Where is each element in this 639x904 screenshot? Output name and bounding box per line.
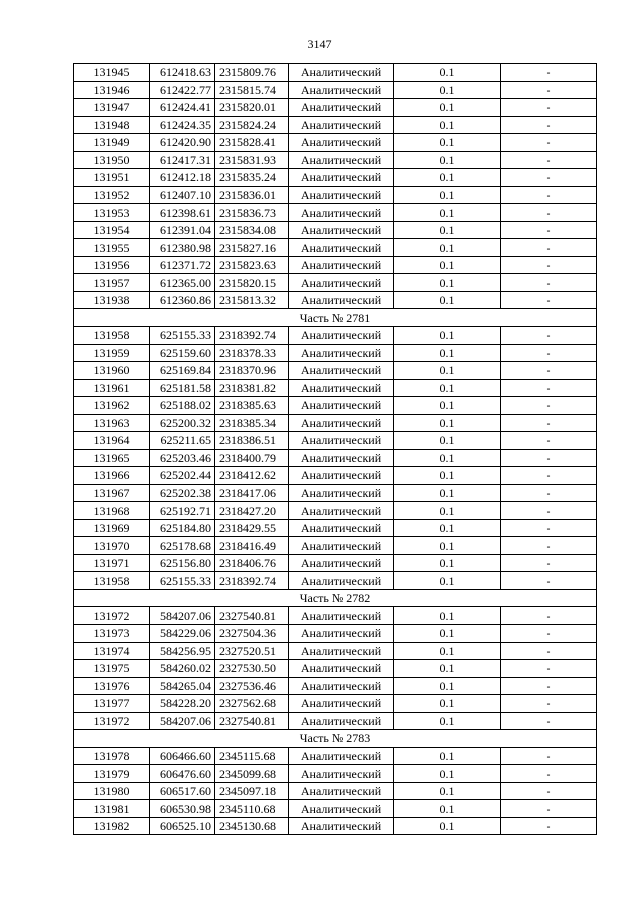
table-row: [74, 116, 597, 134]
point-number-cell: 131958: [74, 572, 150, 590]
y-coordinate-cell: 2318417.06: [215, 484, 289, 502]
y-coordinate-cell: 2345099.68: [215, 765, 289, 783]
y-coordinate-cell: 2315809.76: [215, 64, 289, 82]
point-number-cell: 131954: [74, 221, 150, 239]
method-cell: Аналитический: [289, 572, 394, 590]
table-row: [74, 660, 597, 678]
method-cell: Аналитический: [289, 362, 394, 380]
point-number-cell: 131961: [74, 379, 150, 397]
table-row: [74, 397, 597, 415]
point-number-cell: 131950: [74, 151, 150, 169]
point-number-cell: 131981: [74, 800, 150, 818]
point-number-cell: 131949: [74, 134, 150, 152]
y-coordinate-cell: 2315815.74: [215, 81, 289, 99]
x-coordinate-cell: 606517.60: [150, 782, 215, 800]
x-coordinate-cell: 612398.61: [150, 204, 215, 222]
note-cell: -: [501, 607, 597, 625]
y-coordinate-cell: 2318412.62: [215, 467, 289, 485]
table-row: [74, 747, 597, 765]
x-coordinate-cell: 625188.02: [150, 397, 215, 415]
note-cell: -: [501, 116, 597, 134]
point-number-cell: 131938: [74, 291, 150, 309]
y-coordinate-cell: 2318378.33: [215, 344, 289, 362]
note-cell: -: [501, 502, 597, 520]
method-cell: Аналитический: [289, 467, 394, 485]
precision-cell: 0.1: [394, 765, 501, 783]
note-cell: -: [501, 379, 597, 397]
precision-cell: 0.1: [394, 414, 501, 432]
note-cell: -: [501, 291, 597, 309]
x-coordinate-cell: 625159.60: [150, 344, 215, 362]
note-cell: -: [501, 169, 597, 187]
y-coordinate-cell: 2318392.74: [215, 572, 289, 590]
point-number-cell: 131962: [74, 397, 150, 415]
note-cell: -: [501, 695, 597, 713]
note-cell: -: [501, 344, 597, 362]
note-cell: -: [501, 362, 597, 380]
method-cell: Аналитический: [289, 116, 394, 134]
x-coordinate-cell: 612420.90: [150, 134, 215, 152]
y-coordinate-cell: 2315820.01: [215, 99, 289, 117]
table-row: [74, 712, 597, 730]
method-cell: Аналитический: [289, 239, 394, 257]
method-cell: Аналитический: [289, 747, 394, 765]
table-row: [74, 432, 597, 450]
method-cell: Аналитический: [289, 414, 394, 432]
y-coordinate-cell: 2327504.36: [215, 625, 289, 643]
note-cell: -: [501, 625, 597, 643]
section-header-row: [74, 730, 597, 748]
table-row: [74, 344, 597, 362]
table-row: [74, 467, 597, 485]
x-coordinate-cell: 612422.77: [150, 81, 215, 99]
x-coordinate-cell: 625184.80: [150, 519, 215, 537]
x-coordinate-cell: 612417.31: [150, 151, 215, 169]
point-number-cell: 131968: [74, 502, 150, 520]
method-cell: Аналитический: [289, 397, 394, 415]
note-cell: -: [501, 642, 597, 660]
precision-cell: 0.1: [394, 379, 501, 397]
x-coordinate-cell: 625192.71: [150, 502, 215, 520]
note-cell: -: [501, 484, 597, 502]
x-coordinate-cell: 612407.10: [150, 186, 215, 204]
precision-cell: 0.1: [394, 116, 501, 134]
y-coordinate-cell: 2318416.49: [215, 537, 289, 555]
precision-cell: 0.1: [394, 607, 501, 625]
point-number-cell: 131960: [74, 362, 150, 380]
precision-cell: 0.1: [394, 64, 501, 82]
table-row: [74, 625, 597, 643]
precision-cell: 0.1: [394, 256, 501, 274]
precision-cell: 0.1: [394, 660, 501, 678]
note-cell: -: [501, 239, 597, 257]
y-coordinate-cell: 2318381.82: [215, 379, 289, 397]
precision-cell: 0.1: [394, 502, 501, 520]
note-cell: -: [501, 81, 597, 99]
x-coordinate-cell: 612412.18: [150, 169, 215, 187]
x-coordinate-cell: 612391.04: [150, 221, 215, 239]
precision-cell: 0.1: [394, 221, 501, 239]
note-cell: -: [501, 712, 597, 730]
x-coordinate-cell: 584265.04: [150, 677, 215, 695]
note-cell: -: [501, 747, 597, 765]
method-cell: Аналитический: [289, 817, 394, 835]
table-row: [74, 607, 597, 625]
precision-cell: 0.1: [394, 362, 501, 380]
table-row: [74, 274, 597, 292]
x-coordinate-cell: 625203.46: [150, 449, 215, 467]
method-cell: Аналитический: [289, 695, 394, 713]
table-row: [74, 484, 597, 502]
y-coordinate-cell: 2318406.76: [215, 554, 289, 572]
x-coordinate-cell: 625156.80: [150, 554, 215, 572]
method-cell: Аналитический: [289, 712, 394, 730]
point-number-cell: 131952: [74, 186, 150, 204]
point-number-cell: 131978: [74, 747, 150, 765]
precision-cell: 0.1: [394, 537, 501, 555]
y-coordinate-cell: 2315824.24: [215, 116, 289, 134]
point-number-cell: 131972: [74, 607, 150, 625]
note-cell: -: [501, 765, 597, 783]
point-number-cell: 131982: [74, 817, 150, 835]
note-cell: -: [501, 519, 597, 537]
y-coordinate-cell: 2327520.51: [215, 642, 289, 660]
note-cell: -: [501, 397, 597, 415]
note-cell: -: [501, 99, 597, 117]
x-coordinate-cell: 612360.86: [150, 291, 215, 309]
precision-cell: 0.1: [394, 291, 501, 309]
page-number: 3147: [307, 37, 332, 51]
method-cell: Аналитический: [289, 449, 394, 467]
point-number-cell: 131973: [74, 625, 150, 643]
section-title: Часть № 2783: [74, 730, 597, 748]
x-coordinate-cell: 612371.72: [150, 256, 215, 274]
note-cell: -: [501, 204, 597, 222]
section-title: Часть № 2782: [74, 589, 597, 607]
y-coordinate-cell: 2318429.55: [215, 519, 289, 537]
table-row: [74, 502, 597, 520]
x-coordinate-cell: 612424.35: [150, 116, 215, 134]
section-header-row: [74, 589, 597, 607]
table-row: [74, 817, 597, 835]
point-number-cell: 131964: [74, 432, 150, 450]
table-row: [74, 169, 597, 187]
table-row: [74, 81, 597, 99]
method-cell: Аналитический: [289, 519, 394, 537]
x-coordinate-cell: 612365.00: [150, 274, 215, 292]
table-row: [74, 379, 597, 397]
point-number-cell: 131971: [74, 554, 150, 572]
precision-cell: 0.1: [394, 169, 501, 187]
method-cell: Аналитический: [289, 642, 394, 660]
x-coordinate-cell: 625202.38: [150, 484, 215, 502]
table-row: [74, 414, 597, 432]
note-cell: -: [501, 572, 597, 590]
method-cell: Аналитический: [289, 537, 394, 555]
note-cell: -: [501, 64, 597, 82]
method-cell: Аналитический: [289, 344, 394, 362]
x-coordinate-cell: 584228.20: [150, 695, 215, 713]
table-row: [74, 572, 597, 590]
x-coordinate-cell: 625155.33: [150, 326, 215, 344]
method-cell: Аналитический: [289, 151, 394, 169]
point-number-cell: 131951: [74, 169, 150, 187]
note-cell: -: [501, 134, 597, 152]
x-coordinate-cell: 606476.60: [150, 765, 215, 783]
note-cell: -: [501, 449, 597, 467]
table-row: [74, 134, 597, 152]
method-cell: Аналитический: [289, 186, 394, 204]
x-coordinate-cell: 625169.84: [150, 362, 215, 380]
point-number-cell: 131948: [74, 116, 150, 134]
point-number-cell: 131958: [74, 326, 150, 344]
table-row: [74, 64, 597, 82]
table-row: [74, 449, 597, 467]
precision-cell: 0.1: [394, 274, 501, 292]
precision-cell: 0.1: [394, 642, 501, 660]
point-number-cell: 131959: [74, 344, 150, 362]
y-coordinate-cell: 2327530.50: [215, 660, 289, 678]
table-row: [74, 765, 597, 783]
precision-cell: 0.1: [394, 81, 501, 99]
precision-cell: 0.1: [394, 484, 501, 502]
x-coordinate-cell: 625155.33: [150, 572, 215, 590]
table-row: [74, 519, 597, 537]
note-cell: -: [501, 221, 597, 239]
table-row: [74, 204, 597, 222]
y-coordinate-cell: 2327562.68: [215, 695, 289, 713]
point-number-cell: 131953: [74, 204, 150, 222]
table-row: [74, 326, 597, 344]
note-cell: -: [501, 782, 597, 800]
point-number-cell: 131966: [74, 467, 150, 485]
method-cell: Аналитический: [289, 221, 394, 239]
note-cell: -: [501, 186, 597, 204]
y-coordinate-cell: 2318385.63: [215, 397, 289, 415]
y-coordinate-cell: 2318385.34: [215, 414, 289, 432]
y-coordinate-cell: 2345130.68: [215, 817, 289, 835]
section-header-row: [74, 309, 597, 327]
point-number-cell: 131976: [74, 677, 150, 695]
y-coordinate-cell: 2327540.81: [215, 607, 289, 625]
note-cell: -: [501, 432, 597, 450]
precision-cell: 0.1: [394, 625, 501, 643]
note-cell: -: [501, 660, 597, 678]
x-coordinate-cell: 612424.41: [150, 99, 215, 117]
precision-cell: 0.1: [394, 432, 501, 450]
y-coordinate-cell: 2315820.15: [215, 274, 289, 292]
table-row: [74, 677, 597, 695]
table-row: [74, 642, 597, 660]
method-cell: Аналитический: [289, 81, 394, 99]
note-cell: -: [501, 554, 597, 572]
method-cell: Аналитический: [289, 134, 394, 152]
table-row: [74, 554, 597, 572]
y-coordinate-cell: 2315836.01: [215, 186, 289, 204]
method-cell: Аналитический: [289, 64, 394, 82]
point-number-cell: 131979: [74, 765, 150, 783]
y-coordinate-cell: 2318392.74: [215, 326, 289, 344]
method-cell: Аналитический: [289, 484, 394, 502]
y-coordinate-cell: 2315823.63: [215, 256, 289, 274]
y-coordinate-cell: 2318400.79: [215, 449, 289, 467]
note-cell: -: [501, 326, 597, 344]
y-coordinate-cell: 2327536.46: [215, 677, 289, 695]
point-number-cell: 131965: [74, 449, 150, 467]
method-cell: Аналитический: [289, 677, 394, 695]
method-cell: Аналитический: [289, 291, 394, 309]
note-cell: -: [501, 537, 597, 555]
table-row: [74, 362, 597, 380]
note-cell: -: [501, 151, 597, 169]
point-number-cell: 131974: [74, 642, 150, 660]
precision-cell: 0.1: [394, 677, 501, 695]
y-coordinate-cell: 2318370.96: [215, 362, 289, 380]
precision-cell: 0.1: [394, 712, 501, 730]
method-cell: Аналитический: [289, 326, 394, 344]
x-coordinate-cell: 625200.32: [150, 414, 215, 432]
precision-cell: 0.1: [394, 344, 501, 362]
point-number-cell: 131967: [74, 484, 150, 502]
table-body: [74, 64, 597, 835]
precision-cell: 0.1: [394, 204, 501, 222]
precision-cell: 0.1: [394, 554, 501, 572]
point-number-cell: 131980: [74, 782, 150, 800]
method-cell: Аналитический: [289, 379, 394, 397]
precision-cell: 0.1: [394, 695, 501, 713]
x-coordinate-cell: 606530.98: [150, 800, 215, 818]
table-row: [74, 291, 597, 309]
table-row: [74, 99, 597, 117]
method-cell: Аналитический: [289, 274, 394, 292]
precision-cell: 0.1: [394, 326, 501, 344]
note-cell: -: [501, 817, 597, 835]
x-coordinate-cell: 625202.44: [150, 467, 215, 485]
method-cell: Аналитический: [289, 782, 394, 800]
x-coordinate-cell: 625178.68: [150, 537, 215, 555]
point-number-cell: 131972: [74, 712, 150, 730]
x-coordinate-cell: 584207.06: [150, 712, 215, 730]
point-number-cell: 131955: [74, 239, 150, 257]
y-coordinate-cell: 2345097.18: [215, 782, 289, 800]
note-cell: -: [501, 467, 597, 485]
x-coordinate-cell: 612418.63: [150, 64, 215, 82]
y-coordinate-cell: 2315828.41: [215, 134, 289, 152]
y-coordinate-cell: 2315813.32: [215, 291, 289, 309]
x-coordinate-cell: 584256.95: [150, 642, 215, 660]
note-cell: -: [501, 800, 597, 818]
y-coordinate-cell: 2345110.68: [215, 800, 289, 818]
precision-cell: 0.1: [394, 134, 501, 152]
precision-cell: 0.1: [394, 99, 501, 117]
coordinates-table: [73, 63, 597, 835]
x-coordinate-cell: 606525.10: [150, 817, 215, 835]
precision-cell: 0.1: [394, 519, 501, 537]
x-coordinate-cell: 625181.58: [150, 379, 215, 397]
point-number-cell: 131947: [74, 99, 150, 117]
y-coordinate-cell: 2315827.16: [215, 239, 289, 257]
precision-cell: 0.1: [394, 449, 501, 467]
point-number-cell: 131945: [74, 64, 150, 82]
note-cell: -: [501, 274, 597, 292]
point-number-cell: 131977: [74, 695, 150, 713]
method-cell: Аналитический: [289, 660, 394, 678]
table-row: [74, 239, 597, 257]
method-cell: Аналитический: [289, 607, 394, 625]
precision-cell: 0.1: [394, 817, 501, 835]
x-coordinate-cell: 584229.06: [150, 625, 215, 643]
table-row: [74, 186, 597, 204]
y-coordinate-cell: 2315836.73: [215, 204, 289, 222]
method-cell: Аналитический: [289, 554, 394, 572]
point-number-cell: 131969: [74, 519, 150, 537]
y-coordinate-cell: 2315835.24: [215, 169, 289, 187]
method-cell: Аналитический: [289, 502, 394, 520]
point-number-cell: 131956: [74, 256, 150, 274]
point-number-cell: 131970: [74, 537, 150, 555]
x-coordinate-cell: 625211.65: [150, 432, 215, 450]
precision-cell: 0.1: [394, 782, 501, 800]
x-coordinate-cell: 584207.06: [150, 607, 215, 625]
precision-cell: 0.1: [394, 747, 501, 765]
precision-cell: 0.1: [394, 239, 501, 257]
point-number-cell: 131957: [74, 274, 150, 292]
precision-cell: 0.1: [394, 572, 501, 590]
precision-cell: 0.1: [394, 186, 501, 204]
table-row: [74, 256, 597, 274]
x-coordinate-cell: 584260.02: [150, 660, 215, 678]
method-cell: Аналитический: [289, 625, 394, 643]
method-cell: Аналитический: [289, 169, 394, 187]
note-cell: -: [501, 677, 597, 695]
y-coordinate-cell: 2327540.81: [215, 712, 289, 730]
section-title: Часть № 2781: [74, 309, 597, 327]
note-cell: -: [501, 414, 597, 432]
precision-cell: 0.1: [394, 467, 501, 485]
precision-cell: 0.1: [394, 397, 501, 415]
y-coordinate-cell: 2318386.51: [215, 432, 289, 450]
precision-cell: 0.1: [394, 800, 501, 818]
method-cell: Аналитический: [289, 99, 394, 117]
x-coordinate-cell: 606466.60: [150, 747, 215, 765]
method-cell: Аналитический: [289, 204, 394, 222]
method-cell: Аналитический: [289, 432, 394, 450]
point-number-cell: 131975: [74, 660, 150, 678]
table-row: [74, 782, 597, 800]
y-coordinate-cell: 2345115.68: [215, 747, 289, 765]
table-row: [74, 221, 597, 239]
table-row: [74, 151, 597, 169]
x-coordinate-cell: 612380.98: [150, 239, 215, 257]
method-cell: Аналитический: [289, 800, 394, 818]
point-number-cell: 131963: [74, 414, 150, 432]
method-cell: Аналитический: [289, 256, 394, 274]
method-cell: Аналитический: [289, 765, 394, 783]
precision-cell: 0.1: [394, 151, 501, 169]
note-cell: -: [501, 256, 597, 274]
table-row: [74, 800, 597, 818]
y-coordinate-cell: 2315831.93: [215, 151, 289, 169]
y-coordinate-cell: 2318427.20: [215, 502, 289, 520]
y-coordinate-cell: 2315834.08: [215, 221, 289, 239]
point-number-cell: 131946: [74, 81, 150, 99]
table-row: [74, 537, 597, 555]
table-row: [74, 695, 597, 713]
